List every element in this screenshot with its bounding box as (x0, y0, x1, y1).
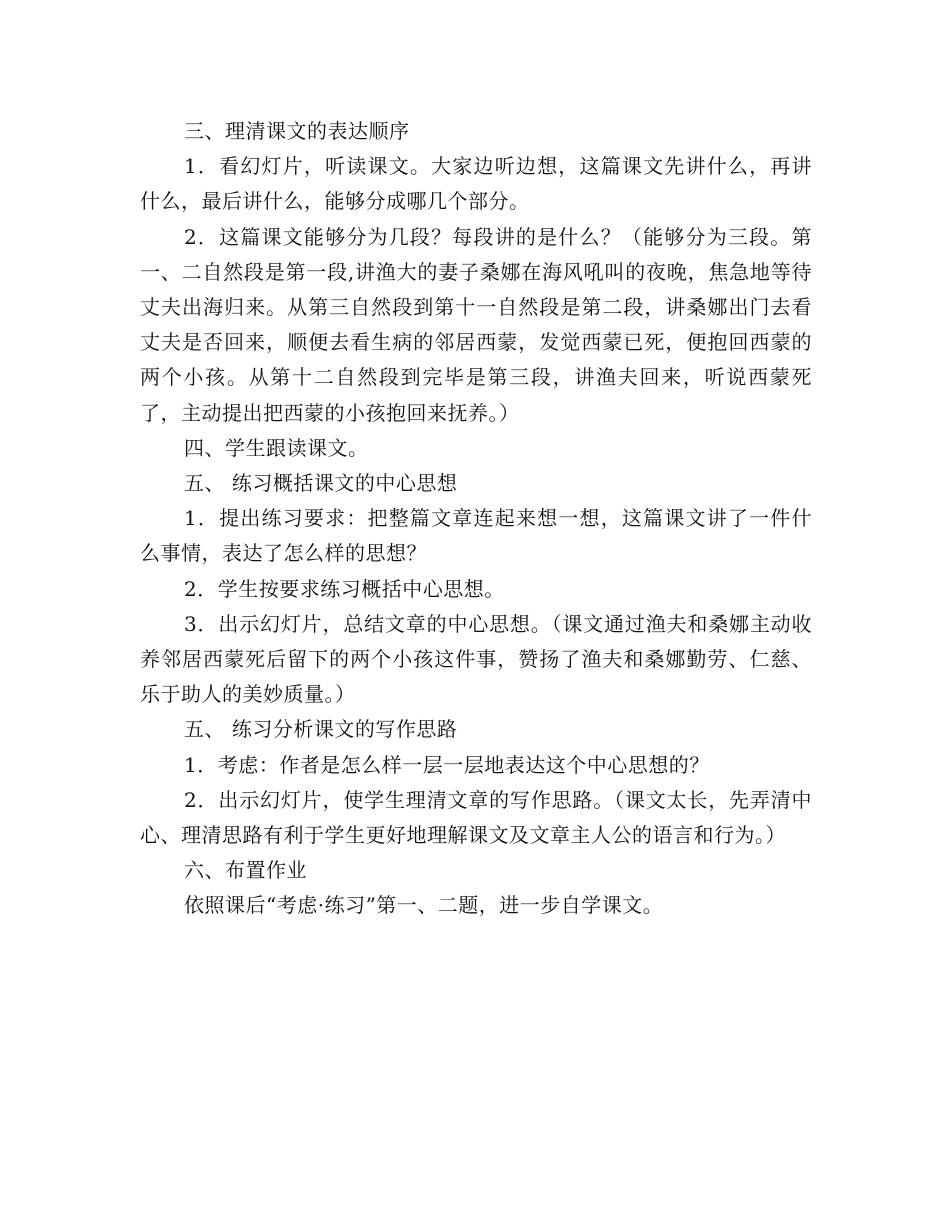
step-paragraph: 1．提出练习要求：把整篇文章连起来想一想，这篇课文讲了一件什么事情，表达了怎么样的思想？ (140, 506, 812, 566)
section-heading-writing-approach: 五、 练习分析课文的写作思路 (184, 717, 458, 742)
section-heading-expression-order: 三、理清课文的表达顺序 (184, 119, 410, 143)
step-paragraph: 1．考虑：作者是怎么样一层一层地表达这个中心思想的？ (184, 752, 710, 777)
step-paragraph: 2．学生按要求练习概括中心思想。 (184, 576, 505, 601)
step-paragraph: 3．出示幻灯片，总结文章的中心思想。（课文通过渔夫和桑娜主动收养邻居西蒙死后留下的两个小孩这件事，赞扬了渔夫和桑娜勤劳、仁慈、乐于助人的美妙质量。） (140, 611, 812, 707)
section-heading-homework: 六、布置作业 (184, 858, 307, 883)
section-heading-follow-reading: 四、学生跟读课文。 (184, 435, 369, 460)
document-body (140, 114, 812, 924)
homework-paragraph: 依照课后“考虑·练习”第一、二题，进一步自学课文。 (184, 893, 664, 918)
step-paragraph: 1．看幻灯片，听读课文。大家边听边想，这篇课文先讲什么，再讲什么，最后讲什么，能够分成哪几个部分。 (140, 154, 812, 214)
section-heading-central-idea: 五、 练习概括课文的中心思想 (184, 471, 458, 496)
step-paragraph: 2．这篇课文能够分为几段？每段讲的是什么？（能够分为三段。第一、二自然段是第一段,讲渔大的妻子桑娜在海风吼叫的夜晚，焦急地等待丈夫出海归来。从第三自然段到第十一自然段是第二段，讲桑娜出门去看丈夫是否回来，顺便去看生病的邻居西蒙，发觉西蒙已死，便抱回西蒙的两个小孩。从第十二自然段到完毕是第三段，讲渔夫回来，听说西蒙死了，主动提出把西蒙的小孩抱回来抚养。） (140, 224, 812, 425)
step-paragraph: 2．出示幻灯片，使学生理清文章的写作思路。（课文太长，先弄清中心、理清思路有利于学生更好地理解课文及文章主人公的语言和行为。） (140, 787, 812, 848)
